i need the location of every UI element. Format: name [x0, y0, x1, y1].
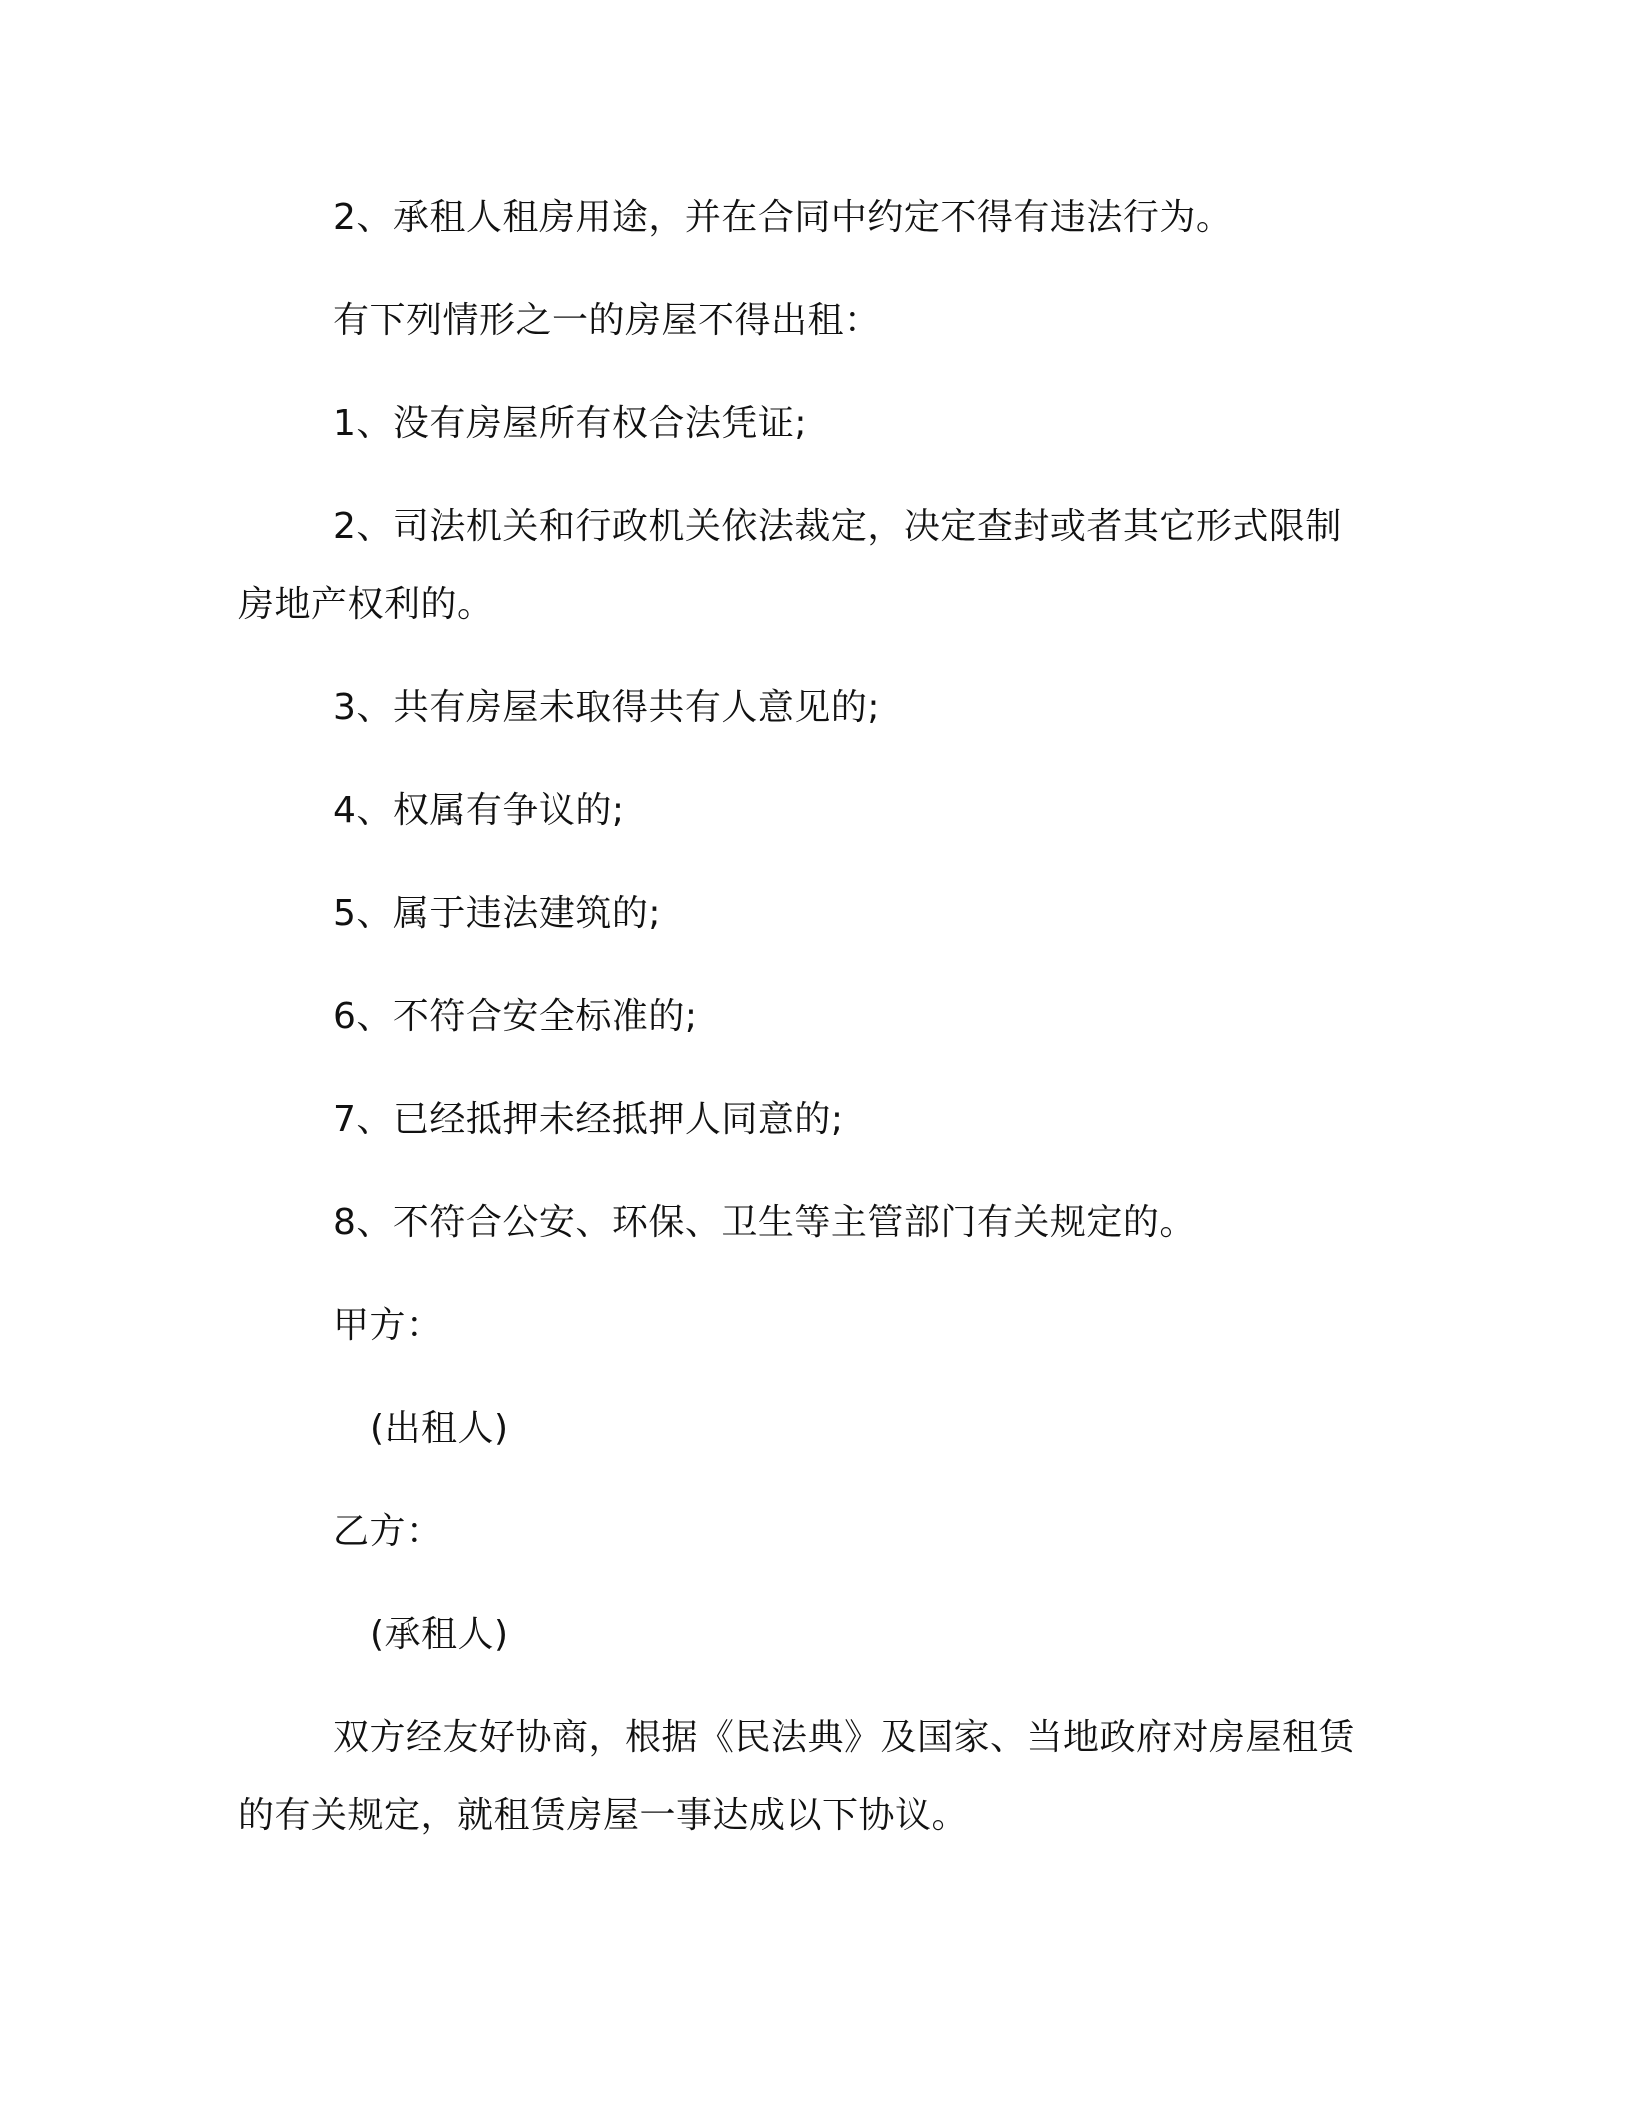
- clause-line: 4、权属有争议的;: [333, 790, 625, 831]
- clause-line: 6、不符合安全标准的;: [333, 996, 698, 1037]
- clause-line: 8、不符合公安、环保、卫生等主管部门有关规定的。: [333, 1202, 1196, 1243]
- clause-line: 2、司法机关和行政机关依法裁定，决定查封或者其它形式限制: [333, 506, 1342, 547]
- agreement-line: 的有关规定，就租赁房屋一事达成以下协议。: [238, 1795, 969, 1836]
- clause-line: 7、已经抵押未经抵押人同意的;: [333, 1099, 844, 1140]
- party-b-role: (承租人): [370, 1614, 509, 1655]
- party-b-label: 乙方：: [333, 1511, 443, 1552]
- clause-line: 5、属于违法建筑的;: [333, 893, 662, 934]
- clause-line: 有下列情形之一的房屋不得出租：: [333, 300, 881, 341]
- clause-line: 房地产权利的。: [238, 584, 494, 625]
- agreement-line: 双方经友好协商，根据《民法典》及国家、当地政府对房屋租赁: [333, 1717, 1356, 1758]
- clause-line: 1、没有房屋所有权合法凭证;: [333, 403, 808, 444]
- clause-line: 3、共有房屋未取得共有人意见的;: [333, 687, 881, 728]
- party-a-role: (出租人): [370, 1408, 509, 1449]
- party-a-label: 甲方：: [333, 1305, 443, 1346]
- clause-line: 2、承租人租房用途，并在合同中约定不得有违法行为。: [333, 197, 1233, 238]
